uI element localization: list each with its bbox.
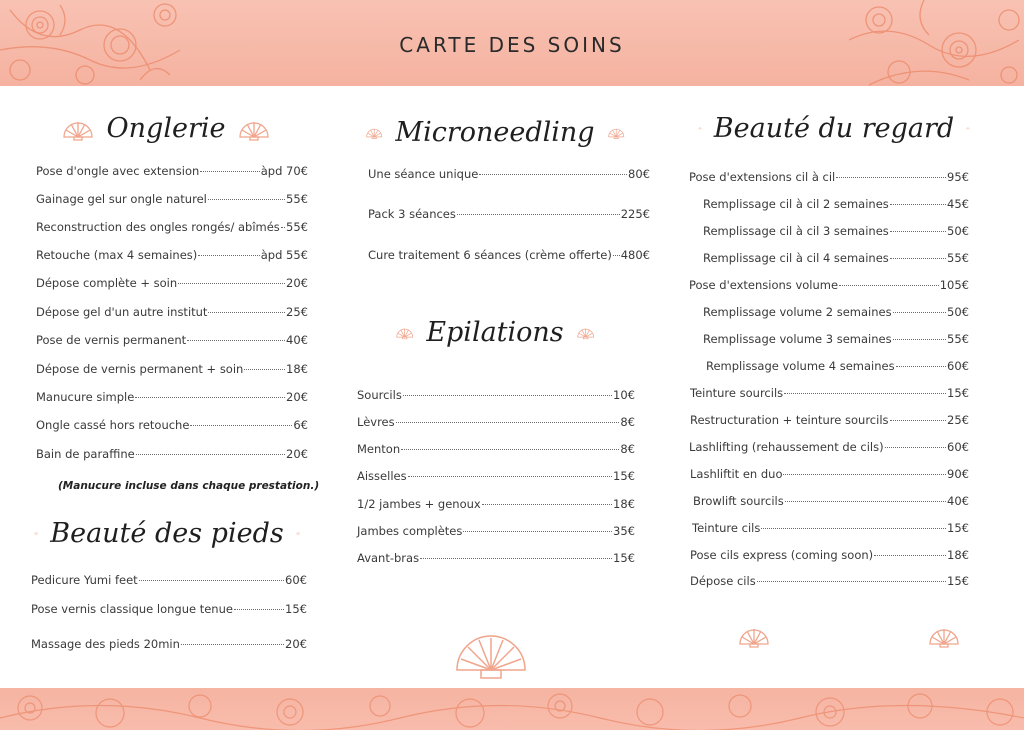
price-row (689, 278, 969, 292)
onglerie-heading (60, 108, 272, 148)
header-band (0, 0, 1024, 86)
price-row (703, 332, 969, 346)
service-price: 10€ (613, 388, 635, 402)
service-label: Ongle cassé hors retouche (36, 418, 190, 432)
service-price: 45€ (947, 197, 969, 211)
section-title-regard: Beauté du regard (713, 112, 955, 144)
price-row (357, 415, 635, 429)
service-price: àpd 70€ (260, 164, 308, 178)
dot-leader (890, 420, 947, 421)
dot-leader (135, 397, 285, 398)
dot-leader (893, 312, 946, 313)
price-row (368, 167, 650, 181)
service-label: Reconstruction des ongles rongés/ abîmés (36, 220, 280, 234)
service-label: Pack 3 séances (368, 207, 456, 221)
dot-leader (836, 177, 946, 178)
shell-icon (237, 115, 271, 141)
service-price: 8€ (620, 415, 635, 429)
price-row (692, 521, 969, 535)
page-title: CARTE DES SOINS (399, 33, 625, 57)
price-row (36, 164, 308, 178)
service-price: 18€ (286, 362, 308, 376)
dot-leader (281, 227, 285, 228)
service-price: 20€ (286, 447, 308, 461)
service-price: 40€ (286, 333, 308, 347)
dot-leader (839, 285, 939, 286)
shell-icon (966, 115, 970, 141)
onglerie-note: (Manucure incluse dans chaque prestation.) (58, 480, 320, 492)
service-label: Dépose de vernis permanent + soin (36, 362, 244, 376)
service-label: Remplissage volume 3 semaines (703, 332, 892, 346)
service-price: 95€ (947, 170, 969, 184)
dot-leader (178, 283, 285, 284)
shell-icon (927, 622, 961, 648)
price-row (703, 197, 969, 211)
service-label: Pose de vernis permanent (36, 333, 187, 347)
service-price: 90€ (947, 467, 969, 481)
service-price: 50€ (947, 224, 969, 238)
price-row (703, 251, 969, 265)
large-shell-icon (452, 622, 530, 682)
floral-pattern-bottom (0, 688, 1024, 730)
service-label: Manucure simple (36, 390, 135, 404)
service-price: 15€ (613, 469, 635, 483)
price-row (689, 170, 969, 184)
price-row (693, 494, 969, 508)
service-label: Pose d'extensions cil à cil (689, 170, 836, 184)
dot-leader (761, 528, 946, 529)
service-label: Pose vernis classique longue tenue (31, 602, 233, 616)
price-row (357, 469, 635, 483)
dot-leader (198, 255, 259, 256)
service-label: Gainage gel sur ongle naturel (36, 192, 207, 206)
dot-leader (139, 580, 284, 581)
shell-icon (698, 115, 702, 141)
dot-leader (757, 581, 946, 582)
shell-icon (607, 119, 625, 145)
shell-icon (737, 622, 771, 648)
service-price: 225€ (620, 207, 650, 221)
price-row (36, 276, 308, 290)
section-title-onglerie: Onglerie (106, 112, 226, 144)
service-price: 60€ (947, 359, 969, 373)
service-label: Jambes complètes (357, 524, 463, 538)
section-title-microneedling: Microneedling (395, 116, 595, 148)
service-price: 80€ (628, 167, 650, 181)
service-label: Bain de paraffine (36, 447, 135, 461)
shell-icon (395, 319, 414, 345)
shell-icon (296, 520, 300, 546)
price-row (31, 637, 307, 651)
service-label: Teinture cils (692, 521, 761, 535)
service-price: 8€ (620, 442, 635, 456)
microneedling-heading (365, 112, 625, 152)
dot-leader (482, 504, 612, 505)
service-label: Cure traitement 6 séances (crème offerte) (368, 248, 612, 262)
price-row (357, 524, 635, 538)
price-row (36, 248, 308, 262)
section-title-epilations: Epilations (426, 316, 564, 348)
service-price: 25€ (286, 305, 308, 319)
dot-leader (479, 174, 627, 175)
dot-leader (420, 558, 612, 559)
dot-leader (244, 369, 285, 370)
price-row (706, 359, 969, 373)
price-row (690, 548, 969, 562)
service-label: Remplissage volume 2 semaines (703, 305, 892, 319)
service-label: Retouche (max 4 semaines) (36, 248, 198, 262)
service-label: Dépose gel d'un autre institut (36, 305, 208, 319)
service-price: 6€ (293, 418, 308, 432)
dot-leader (890, 204, 946, 205)
dot-leader (187, 340, 285, 341)
dot-leader (463, 531, 612, 532)
service-price: 15€ (613, 551, 635, 565)
dot-leader (401, 449, 619, 450)
price-row (690, 386, 969, 400)
service-price: 55€ (947, 332, 969, 346)
dot-leader (893, 339, 946, 340)
dot-leader (208, 312, 285, 313)
shell-icon (34, 520, 38, 546)
price-row (690, 467, 969, 481)
price-row (36, 220, 308, 234)
price-row (31, 573, 307, 587)
dot-leader (885, 447, 946, 448)
service-price: 55€ (286, 220, 308, 234)
service-price: 15€ (947, 386, 969, 400)
price-row (703, 224, 969, 238)
service-label: Remplissage volume 4 semaines (706, 359, 895, 373)
service-price: 18€ (613, 497, 635, 511)
service-label: Une séance unique (368, 167, 479, 181)
dot-leader (190, 425, 292, 426)
service-label: Teinture sourcils (690, 386, 784, 400)
dot-leader (457, 214, 620, 215)
dot-leader (208, 199, 285, 200)
service-price: 55€ (286, 192, 308, 206)
dot-leader (896, 366, 946, 367)
service-label: Avant-bras (357, 551, 420, 565)
price-row (36, 362, 308, 376)
service-label: 1/2 jambes + genoux (357, 497, 481, 511)
dot-leader (396, 422, 620, 423)
service-label: Lashlifting (rehaussement de cils) (689, 440, 884, 454)
service-price: 105€ (939, 278, 969, 292)
section-title-pieds: Beauté des pieds (50, 517, 284, 549)
price-row (357, 388, 635, 402)
shell-icon (365, 119, 383, 145)
dot-leader (408, 476, 612, 477)
footer-band (0, 688, 1024, 730)
service-price: 480€ (620, 248, 650, 262)
service-label: Aisselles (357, 469, 407, 483)
service-label: Dépose complète + soin (36, 276, 178, 290)
dot-leader (783, 474, 946, 475)
price-row (690, 413, 969, 427)
price-row (31, 602, 307, 616)
service-price: 20€ (286, 390, 308, 404)
service-label: Remplissage cil à cil 3 semaines (703, 224, 889, 238)
price-row (36, 390, 308, 404)
service-price: 20€ (285, 637, 307, 651)
service-label: Pedicure Yumi feet (31, 573, 138, 587)
price-row (368, 207, 650, 221)
service-price: 25€ (947, 413, 969, 427)
service-label: Lèvres (357, 415, 395, 429)
service-label: Menton (357, 442, 401, 456)
dot-leader (784, 393, 946, 394)
service-label: Pose d'extensions volume (689, 278, 839, 292)
dot-leader (181, 644, 284, 645)
shell-icon (61, 115, 95, 141)
epilations-heading (395, 312, 595, 352)
service-price: 15€ (947, 574, 969, 588)
service-price: 40€ (947, 494, 969, 508)
price-row (36, 447, 308, 461)
service-label: Pose cils express (coming soon) (690, 548, 874, 562)
dot-leader (403, 395, 612, 396)
service-label: Restructuration + teinture sourcils (690, 413, 889, 427)
price-row (36, 418, 308, 432)
service-price: 55€ (947, 251, 969, 265)
service-price: 15€ (285, 602, 307, 616)
service-label: Lashliftit en duo (690, 467, 783, 481)
service-label: Browlift sourcils (693, 494, 784, 508)
dot-leader (874, 555, 946, 556)
price-row (703, 305, 969, 319)
price-row (36, 305, 308, 319)
service-label: Dépose cils (690, 574, 756, 588)
price-row (36, 333, 308, 347)
dot-leader (234, 609, 284, 610)
service-price: 60€ (947, 440, 969, 454)
service-price: 20€ (286, 276, 308, 290)
service-label: Pose d'ongle avec extension (36, 164, 200, 178)
shell-icon (576, 319, 595, 345)
pieds-heading (34, 513, 300, 553)
service-price: 50€ (947, 305, 969, 319)
price-row (357, 551, 635, 565)
service-price: 18€ (947, 548, 969, 562)
price-row (357, 442, 635, 456)
regard-heading (698, 108, 970, 148)
price-row (690, 574, 969, 588)
service-price: 60€ (285, 573, 307, 587)
service-label: Sourcils (357, 388, 402, 402)
dot-leader (785, 501, 946, 502)
service-label: Remplissage cil à cil 2 semaines (703, 197, 889, 211)
price-row (36, 192, 308, 206)
service-price: 35€ (613, 524, 635, 538)
price-row (357, 497, 635, 511)
dot-leader (613, 255, 620, 256)
service-label: Massage des pieds 20min (31, 637, 180, 651)
service-label: Remplissage cil à cil 4 semaines (703, 251, 889, 265)
dot-leader (890, 231, 946, 232)
price-row (689, 440, 969, 454)
dot-leader (136, 454, 285, 455)
price-row (368, 248, 650, 262)
service-price: àpd 55€ (260, 248, 308, 262)
service-price: 15€ (947, 521, 969, 535)
dot-leader (890, 258, 946, 259)
dot-leader (200, 171, 259, 172)
